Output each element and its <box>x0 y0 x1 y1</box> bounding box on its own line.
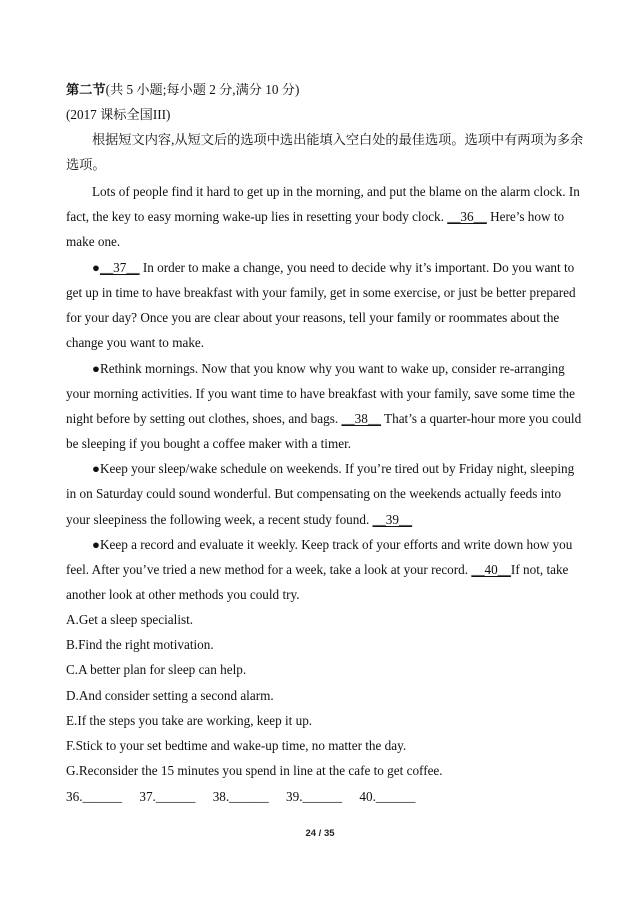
passage-line: ●Keep a record and evaluate it weekly. Keep track of your efforts and write down how you <box>92 537 573 552</box>
passage-line <box>66 562 568 578</box>
passage-text: Here’s how to <box>486 209 565 224</box>
blank-36: __36__ <box>447 209 487 224</box>
answer-row <box>66 789 429 805</box>
passage-line: ●Rethink mornings. Now that you know why you want to wake up, consider re-arranging <box>92 361 565 376</box>
answer-37[interactable]: 37.______ <box>139 789 196 804</box>
page-number: 24 / 35 <box>305 828 335 839</box>
section-heading-bold: 第二节 <box>66 82 106 97</box>
passage-line <box>66 411 581 427</box>
source-note: (2017 课标全国III) <box>66 107 171 122</box>
blank-37: __37__ <box>99 260 140 275</box>
answer-40[interactable]: 40.______ <box>359 789 416 804</box>
answer-36[interactable]: 36.______ <box>66 789 123 804</box>
passage-text: If not, take <box>510 562 569 577</box>
passage-text: your sleepiness the following week, a recent study found. <box>66 512 373 527</box>
option-e: E.If the steps you take are working, keep it up. <box>66 713 313 728</box>
passage-line <box>66 209 564 225</box>
passage-line <box>66 512 412 528</box>
section-heading-rest: (共 5 小题;每小题 2 分,满分 10 分) <box>105 82 300 97</box>
passage-line: for your day? Once you are clear about your reasons, tell your family or roommates about the <box>66 310 560 325</box>
instruction-line-1: 根据短文内容,从短文后的选项中选出能填入空白处的最佳选项。选项中有两项为多余 <box>92 132 584 147</box>
passage-line: your morning activities. If you want time to have breakfast with your family, save some time the <box>66 386 575 401</box>
blank-39: __39__ <box>372 512 413 527</box>
option-f: F.Stick to your set bedtime and wake-up time, no matter the day. <box>66 738 407 753</box>
instruction-line-2: 选项。 <box>66 157 106 172</box>
passage-line: in on Saturday could sound wonderful. But compensating on the weekends actually feeds into <box>66 486 562 501</box>
passage-text: That’s a quarter-hour more you could <box>381 411 582 426</box>
passage-line: be sleeping if you bought a coffee maker with a timer. <box>66 436 352 451</box>
passage-text: night before by setting out clothes, shoes, and bags. <box>66 411 342 426</box>
section-heading <box>66 82 299 98</box>
passage-text: feel. After you’ve tried a new method for a week, take a look at your record. <box>66 562 472 577</box>
passage-line: get up in time to have breakfast with your family, get in some exercise, or just be better prepared <box>66 285 576 300</box>
option-b: B.Find the right motivation. <box>66 637 214 652</box>
bullet: ● <box>92 260 100 275</box>
passage-line: ●Keep your sleep/wake schedule on weekends. If you’re tired out by Friday night, sleeping <box>92 461 575 476</box>
passage-line: another look at other methods you could try. <box>66 587 300 602</box>
option-a: A.Get a sleep specialist. <box>66 612 194 627</box>
passage-text: fact, the key to easy morning wake-up lies in resetting your body clock. <box>66 209 448 224</box>
option-c: C.A better plan for sleep can help. <box>66 662 247 677</box>
blank-38: __38__ <box>341 411 381 426</box>
passage-line: change you want to make. <box>66 335 205 350</box>
passage-line <box>92 260 574 276</box>
passage-line: make one. <box>66 234 121 249</box>
answer-39[interactable]: 39.______ <box>286 789 343 804</box>
blank-40: __40__ <box>471 562 511 577</box>
passage-line: Lots of people find it hard to get up in the morning, and put the blame on the alarm clock. In <box>92 184 580 199</box>
answer-38[interactable]: 38.______ <box>212 789 269 804</box>
option-g: G.Reconsider the 15 minutes you spend in line at the cafe to get coffee. <box>66 763 443 778</box>
passage-text: In order to make a change, you need to decide why it’s important. Do you want to <box>139 260 575 275</box>
option-d: D.And consider setting a second alarm. <box>66 688 274 703</box>
